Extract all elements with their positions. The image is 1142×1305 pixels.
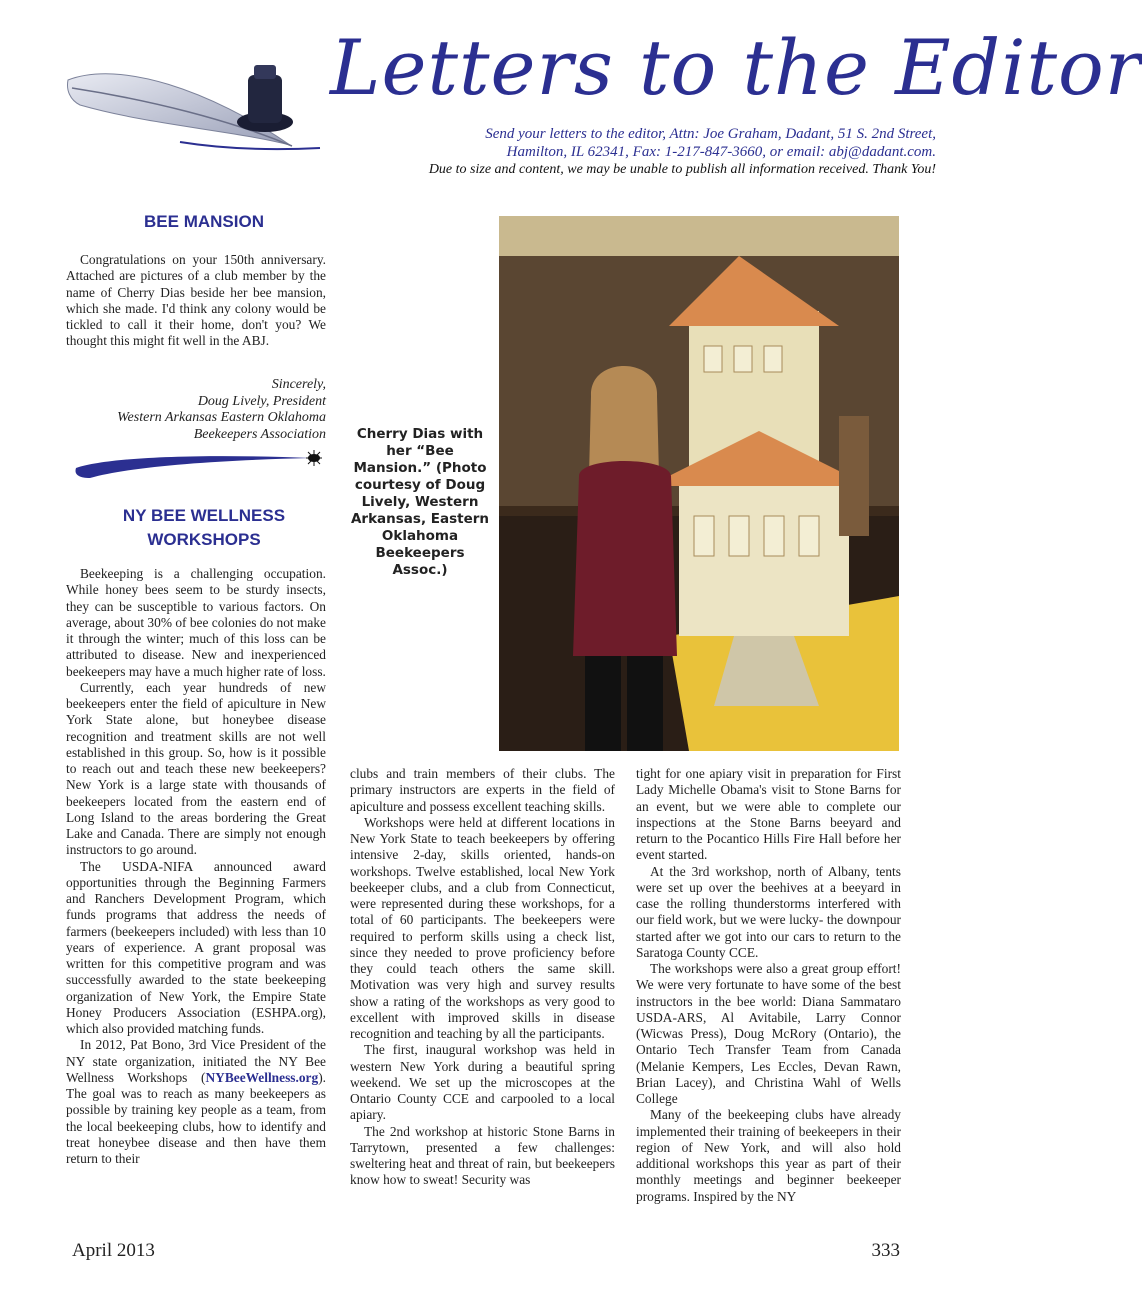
masthead-info [300,125,936,179]
column2-paragraph: clubs and train members of their clubs. The primary instructors are experts in the field of apiculture and possess excellent teaching skills. [350,766,615,814]
masthead-note: Due to size and content, we may be unable to publish all information received. Thank You! [428,162,936,177]
letter2-heading [66,504,342,552]
masthead-title: Letters to the Editor [330,23,1142,112]
column3-paragraph: The workshops were also a great group effort! We were very fortunate to have some of the best instructors in the bee world: Diana Sammataro USDA-ARS, Al Avitabile, Larry Connor (Wicwas Press), Doug McRory (Ontario), the Ontario Tech Transfer Team from Canada (Melanie Kempers, Les Eccles, Devan Rawn, Brian Lacey), and Christina Wahl of Wells College [636,961,901,1106]
letter1-signature [66,377,326,443]
issue-date: April 2013 [72,1240,155,1261]
nybeewellness-link[interactable]: NYBeeWellness.org [205,1069,319,1085]
bee-mansion-photo [499,216,899,751]
letter2-column2 [350,766,615,1189]
column3-paragraph: At the 3rd workshop, north of Albany, tents were set up over the beehives at a beeyard in case the rolling thunderstorms interfered with our field work, but we were lucky- the downpour started after we got into our cars to return to the Saratoga County CCE. [636,863,901,960]
signature-org-line1: Western Arkansas Eastern Oklahoma [117,410,326,425]
letter1-heading: BEE MANSION [144,212,264,231]
photo-caption: Cherry Dias with her “Bee Mansion.” (Photo courtesy of Doug Lively, Western Arkansas, Eastern Oklahoma Beekeepers Assoc.) [350,426,490,578]
signature-closing: Sincerely, [271,377,326,392]
signature-org-line2: Beekeepers Association [193,426,326,442]
column3-paragraph: tight for one apiary visit in preparation for First Lady Michelle Obama's visit to Stone Barns for an event, but we were able to complete our inspections at the Stone Barns beeyard and return to the Pocantico Hills Fire Hall before her event started. [636,766,901,863]
letter2-column3 [636,766,901,1205]
column2-paragraph: Workshops were held at different locations in New York State to teach beekeepers by offering intensive 2-day, skills oriented, hands-on workshops. Twelve established, local New York beekeeper clubs, and a club from Connecticut, were represented during these workshops, for a total of 60 participants. The beekeepers were required to perform skills using a check list, since they needed to prove proficiency before they could teach others the same skill. Motivation was very high and survey results show a rating of the workshops as very good to excellent with improved skills in disease recognition and teaching by all the participants. [350,814,615,1041]
letter1-body [66,252,326,350]
letter2-column1 [66,566,326,1167]
column1-paragraph: Beekeeping is a challenging occupation. While honey bees seem to be sturdy insects, they can be susceptible to various factors. On average, about 30% of bee colonies do not make it through the winter; much of this loss can be attributed to disease. New and inexperienced beekeepers may have a much higher rate of loss. [66,566,326,679]
letter2-heading-line2: WORKSHOPS [147,530,261,549]
letter1-paragraph: Congratulations on your 150th anniversary. Attached are pictures of a club member by the name of Cherry Dias beside her bee mansion, which she made. I'd think any colony would be tickled to call it their home, don't you? We thought this might fit well in the ABJ. [66,252,326,349]
paragraph-text: ). The goal was to reach as many beekeepers as possible by training key people as a team, from the local beekeeping clubs, how to identify and treat honeybee disease and then have them return to their [66,1069,326,1166]
bee-divider [72,444,332,480]
column2-paragraph: The 2nd workshop at historic Stone Barns in Tarrytown, presented a few challenges: sweltering heat and threat of rain, but beekeepers know how to sweat! Security was [350,1123,615,1188]
masthead-address-line1: Send your letters to the editor, Attn: Joe Graham, Dadant, 51 S. 2nd Street, [485,126,936,142]
signature-name: Doug Lively, President [197,393,326,409]
letter2-heading-line1: NY BEE WELLNESS [122,506,286,525]
column3-paragraph: Many of the beekeeping clubs have already implemented their training of beekeepers in their region of New York, and will also hold additional workshops this year as part of their monthly meetings and beginner beekeeper programs. Inspired by the NY [636,1107,901,1204]
column2-paragraph: The first, inaugural workshop was held in western New York during a beautiful spring weekend. We set up the microscopes at the Ontario County CCE and carpooled to a local apiary. [350,1042,615,1123]
column1-paragraph: Currently, each year hundreds of new beekeepers enter the field of apiculture in New York State alone, but honeybee disease recognition and treatment skills are not well established in this group. So, how is it possible to reach out and teach these new beekeepers? New York is a large state with thousands of beekeepers located from the eastern end of Long Island to the areas bordering the Great Lake and Canada. There are simply not enough instructors to go around. [66,679,326,858]
column1-paragraph [66,1037,326,1167]
page-number: 333 [871,1240,900,1261]
paragraph-text: In 2012, Pat Bono, 3rd Vice President of the NY state organization, initiated the NY Bee Wellness Workshops ( [66,1037,326,1085]
masthead-address-line2: Hamilton, IL 62341, Fax: 1-217-847-3660, or email: abj@dadant.com. [506,144,936,160]
bee-icon [306,450,322,466]
column1-paragraph: The USDA-NIFA announced award opportunities through the Beginning Farmers and Ranchers Development Program, which funds programs that address the needs of farmers (beekeepers included) with less than 10 years of experience. A grant proposal was written for this competitive program and was successfully awarded to the state beekeeping organization of New York, the Empire State Honey Producers Association (ESHPA.org), which also provided matching funds. [66,858,326,1036]
